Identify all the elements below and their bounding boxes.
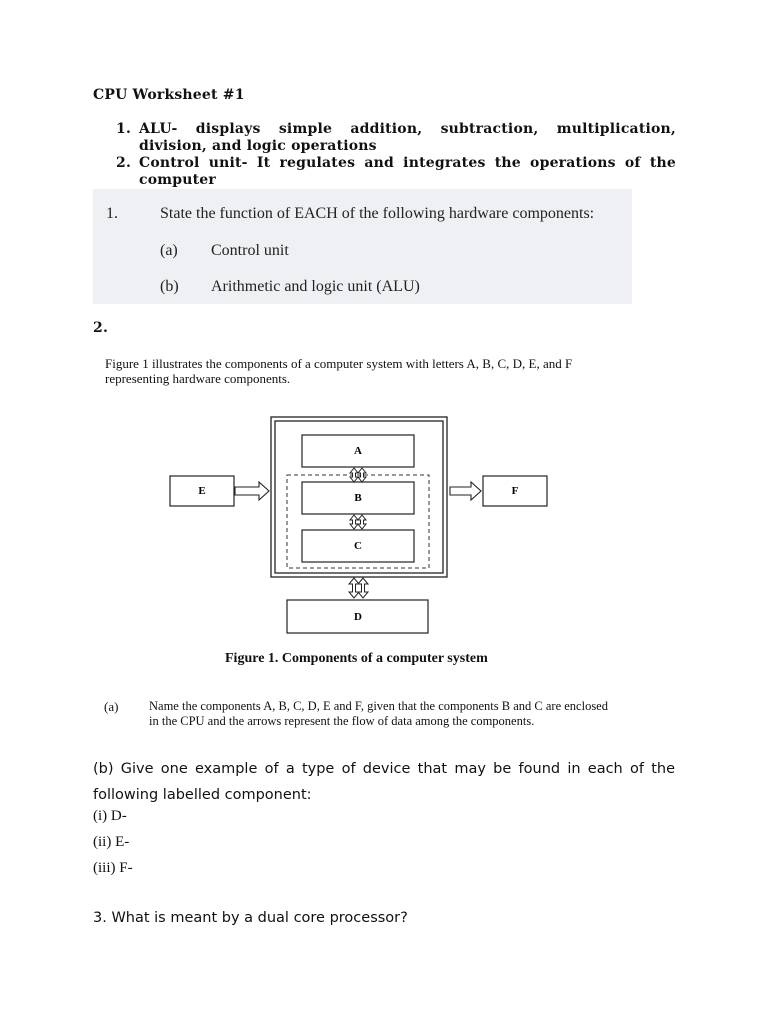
question-2b-item-f: (iii) F- — [93, 860, 133, 876]
question-1-scan — [93, 189, 632, 304]
question-2a-line-2: in the CPU and the arrows represent the flow of data among the components. — [149, 714, 535, 728]
component-a-label: A — [354, 445, 362, 457]
figure-intro-line-1: Figure 1 illustrates the components of a computer system with letters A, B, C, D, E, and F — [105, 356, 573, 371]
question-2-number: 2. — [93, 320, 109, 336]
question-1-number: 1. — [106, 205, 118, 222]
question-1-part-b-text: Arithmetic and logic unit (ALU) — [211, 278, 420, 295]
answer-text: Control unit- It regulates and integrates the operations of the computer — [139, 155, 676, 188]
component-f-label: F — [511, 485, 519, 497]
figure-caption: Figure 1. Components of a computer system — [225, 651, 488, 666]
question-3-text: 3. What is meant by a dual core processor? — [93, 910, 408, 926]
question-2b-text: (b) Give one example of a type of device that may be found in each of the following labelled component: — [93, 761, 675, 803]
question-1-prompt: State the function of EACH of the following hardware components: — [160, 205, 595, 222]
component-e-label: E — [198, 485, 206, 497]
question-1-part-a-text: Control unit — [211, 242, 289, 259]
figure-intro — [105, 356, 665, 386]
arrow-system-to-f-icon — [450, 482, 481, 500]
arrow-system-d-icon — [349, 578, 368, 598]
answer-text: ALU- displays simple addition, subtraction, multiplication, division, and logic operations — [139, 121, 676, 154]
arrow-b-c-icon — [350, 515, 366, 529]
arrow-e-to-system-icon — [235, 482, 269, 500]
question-1-part-b-label: (b) — [160, 278, 179, 295]
figure-intro-line-2: representing hardware components. — [105, 371, 291, 386]
answer-item-alu — [116, 121, 676, 155]
question-2b-item-d: (i) D- — [93, 808, 127, 824]
answer-list — [116, 121, 676, 189]
answer-number: 2. — [116, 155, 132, 171]
worksheet-title: CPU Worksheet #1 — [93, 87, 245, 103]
component-c-label: C — [354, 540, 362, 552]
answer-item-control-unit — [116, 155, 676, 189]
answer-number: 1. — [116, 121, 132, 137]
question-2b-item-e: (ii) E- — [93, 834, 130, 850]
computer-system-diagram — [165, 414, 555, 638]
component-b-label: B — [354, 492, 362, 504]
question-1-part-a-label: (a) — [160, 242, 178, 259]
component-d-label: D — [354, 611, 362, 623]
question-2a-label: (a) — [104, 699, 119, 714]
question-2a-text — [149, 699, 669, 729]
question-2a-line-1: Name the components A, B, C, D, E and F, given that the components B and C are enclosed — [149, 699, 608, 713]
